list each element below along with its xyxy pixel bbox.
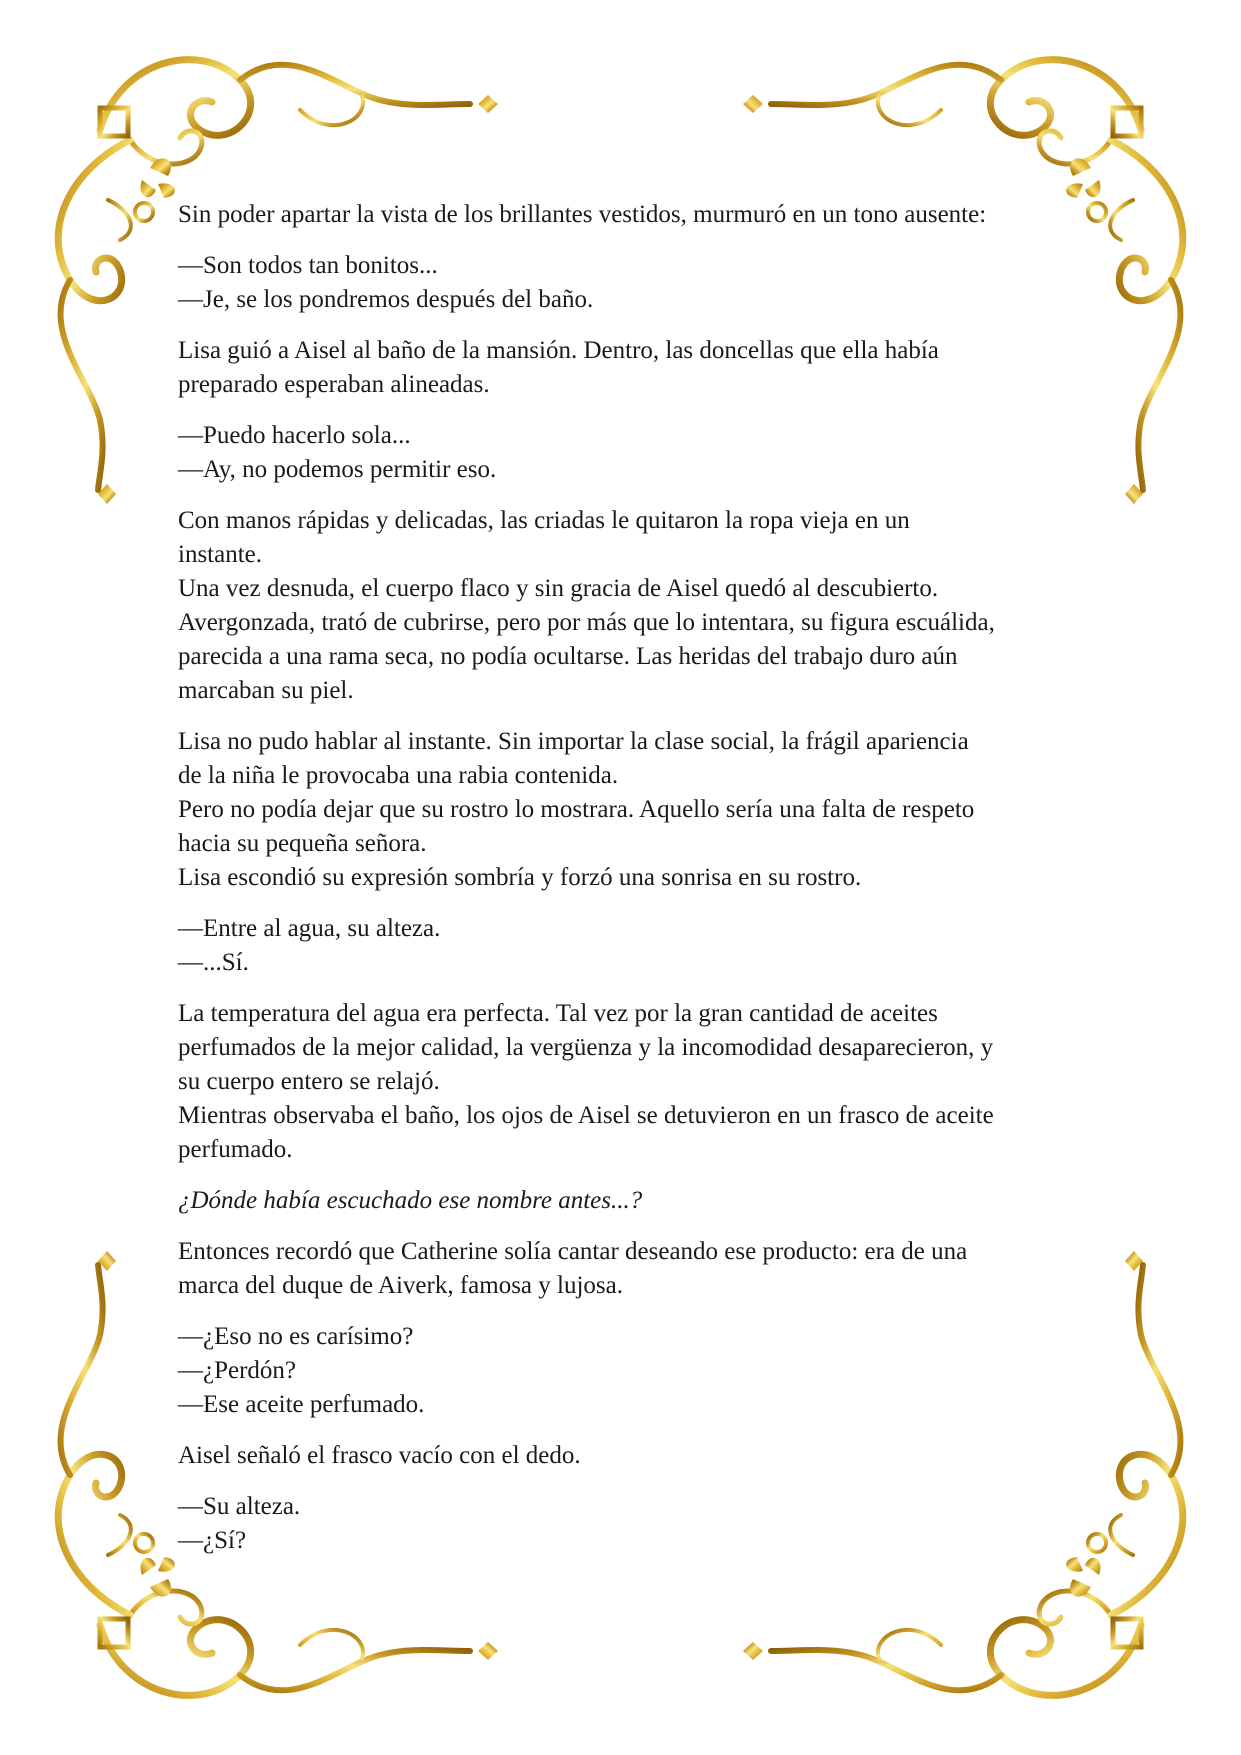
text-line: Pero no podía dejar que su rostro lo mostrara. Aquello sería una falta de respeto: [178, 796, 975, 823]
document-body: [178, 198, 1078, 1575]
text-line: su cuerpo entero se relajó.: [178, 1068, 440, 1095]
paragraph: [178, 334, 1078, 402]
text-line: —Puedo hacerlo sola...: [178, 422, 411, 449]
paragraph: [178, 725, 1078, 895]
paragraph: [178, 1439, 1078, 1473]
text-line: —¿Perdón?: [178, 1357, 297, 1384]
text-line: instante.: [178, 541, 263, 568]
text-line: hacia su pequeña señora.: [178, 830, 427, 857]
text-line: Sin poder apartar la vista de los brillantes vestidos, murmuró en un tono ausente:: [178, 201, 987, 228]
text-line: Una vez desnuda, el cuerpo flaco y sin gracia de Aisel quedó al descubierto.: [178, 575, 939, 602]
text-line: perfumados de la mejor calidad, la vergüenza y la incomodidad desaparecieron, y: [178, 1034, 994, 1061]
paragraph: [178, 198, 1078, 232]
text-line: Aisel señaló el frasco vacío con el dedo.: [178, 1442, 581, 1469]
text-line: —Ese aceite perfumado.: [178, 1391, 425, 1418]
text-line: Entonces recordó que Catherine solía cantar deseando ese producto: era de una: [178, 1238, 968, 1265]
text-line: marca del duque de Aiverk, famosa y lujosa.: [178, 1272, 623, 1299]
text-line: Con manos rápidas y delicadas, las criadas le quitaron la ropa vieja en un: [178, 507, 910, 534]
paragraph: [178, 1490, 1078, 1558]
text-line: perfumado.: [178, 1136, 293, 1163]
paragraph: [178, 504, 1078, 708]
paragraph: [178, 1184, 1078, 1218]
text-line: —Je, se los pondremos después del baño.: [178, 286, 594, 313]
text-line: Lisa no pudo hablar al instante. Sin importar la clase social, la frágil apariencia: [178, 728, 969, 755]
paragraph: [178, 249, 1078, 317]
text-line: marcaban su piel.: [178, 677, 354, 704]
text-line: de la niña le provocaba una rabia contenida.: [178, 762, 619, 789]
text-line: La temperatura del agua era perfecta. Tal vez por la gran cantidad de aceites: [178, 1000, 938, 1027]
text-line: Avergonzada, trató de cubrirse, pero por más que lo intentara, su figura escuálida,: [178, 609, 995, 636]
text-line: Mientras observaba el baño, los ojos de Aisel se detuvieron en un frasco de aceite: [178, 1102, 994, 1129]
text-line: —Son todos tan bonitos...: [178, 252, 438, 279]
text-line: preparado esperaban alineadas.: [178, 371, 490, 398]
text-line: —Ay, no podemos permitir eso.: [178, 456, 497, 483]
paragraph: [178, 997, 1078, 1167]
text-line: Lisa guió a Aisel al baño de la mansión. Dentro, las doncellas que ella había: [178, 337, 939, 364]
paragraph: [178, 1320, 1078, 1422]
text-line: parecida a una rama seca, no podía ocultarse. Las heridas del trabajo duro aún: [178, 643, 958, 670]
text-line: —Entre al agua, su alteza.: [178, 915, 441, 942]
text-line: ¿Dónde había escuchado ese nombre antes...?: [178, 1187, 643, 1214]
paragraph: [178, 912, 1078, 980]
paragraph: [178, 419, 1078, 487]
text-line: —¿Sí?: [178, 1527, 247, 1554]
text-line: —...Sí.: [178, 949, 249, 976]
text-line: —Su alteza.: [178, 1493, 301, 1520]
text-line: —¿Eso no es carísimo?: [178, 1323, 414, 1350]
paragraph: [178, 1235, 1078, 1303]
text-line: Lisa escondió su expresión sombría y forzó una sonrisa en su rostro.: [178, 864, 862, 891]
